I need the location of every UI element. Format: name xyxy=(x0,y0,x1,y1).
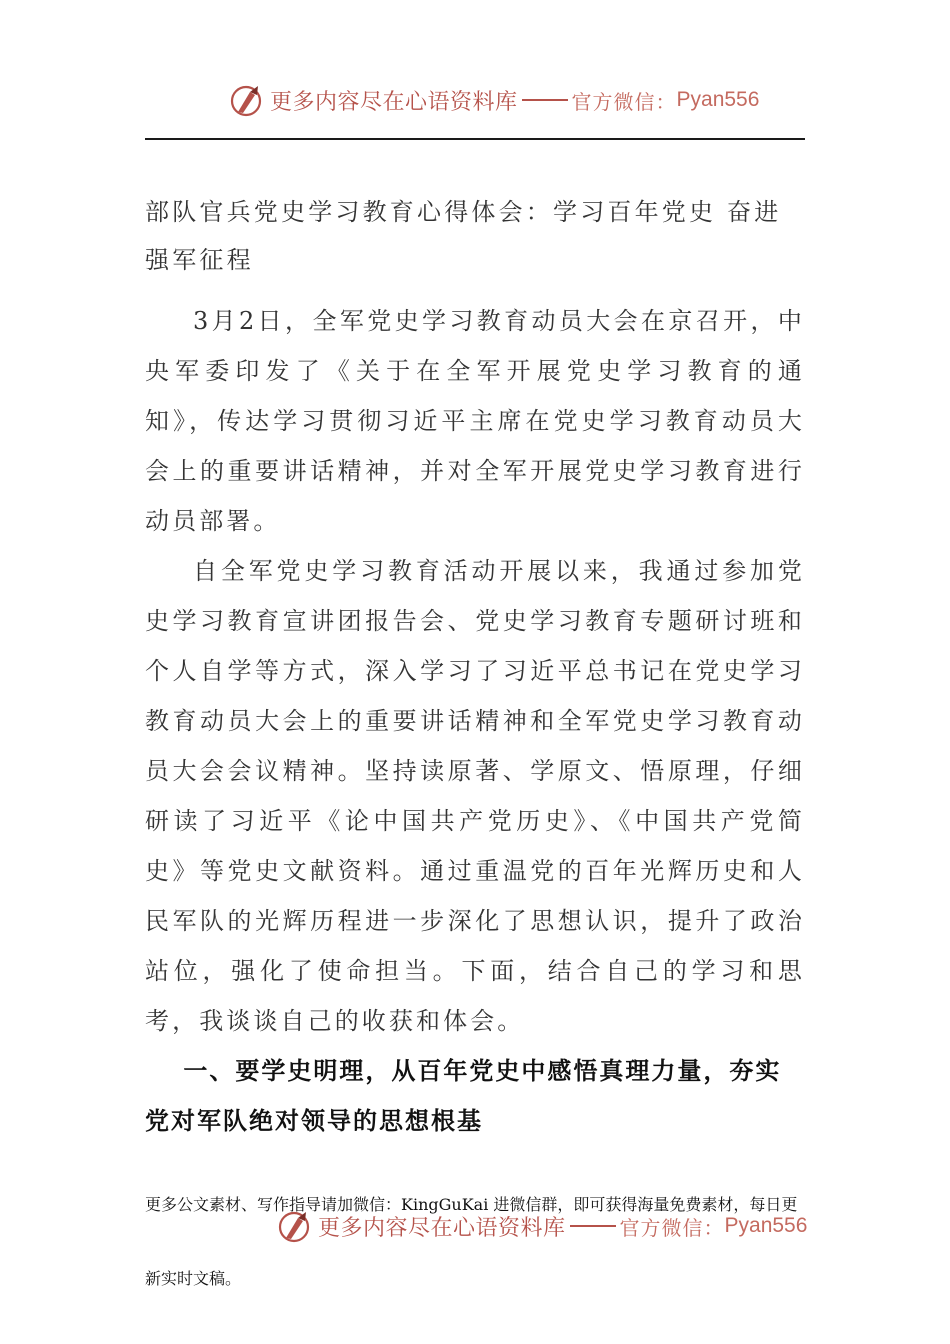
banner-text: 更多内容尽在心语资料库 xyxy=(270,89,518,115)
document-body xyxy=(145,188,805,1146)
banner-dash xyxy=(570,1225,616,1227)
header-rule xyxy=(145,138,805,140)
pen-nib-logo-icon xyxy=(276,1208,312,1244)
banner-dash xyxy=(522,99,568,101)
footer-note-line2: 新实时文稿。 xyxy=(145,1269,242,1288)
footer-note-line1: 更多公文素材、写作指导请加微信：KingGuKai 进微信群，即可获得海量免费素材，每日更 xyxy=(145,1195,798,1214)
banner-label: 官方微信： xyxy=(571,89,677,114)
banner-wechat-id: Pyan556 xyxy=(724,1214,808,1237)
banner-label: 官方微信： xyxy=(619,1215,725,1240)
section-heading: 一、要学史明理，从百年党史中感悟真理力量，夯实党对军队绝对领导的思想根基 xyxy=(145,1057,782,1135)
paragraph-1: 3月2日，全军党史学习教育动员大会在京召开，中央军委印发了《关于在全军开展党史学习教育的通知》，传达学习贯彻习近平主席在党史学习教育动员大会上的重要讲话精神，并对全军开展党史学习教育进行动员部署。 xyxy=(145,307,805,535)
footer-banner xyxy=(276,1208,807,1244)
header-banner xyxy=(228,82,759,118)
document-title: 部队官兵党史学习教育心得体会：学习百年党史 奋进强军征程 xyxy=(145,198,782,274)
pen-nib-logo-icon xyxy=(228,82,264,118)
banner-wechat-id: Pyan556 xyxy=(676,88,760,111)
banner-text: 更多内容尽在心语资料库 xyxy=(318,1215,566,1241)
paragraph-2: 自全军党史学习教育活动开展以来，我通过参加党史学习教育宣讲团报告会、党史学习教育专题研讨班和个人自学等方式，深入学习了习近平总书记在党史学习教育动员大会上的重要讲话精神和全军党史学习教育动员大会会议精神。坚持读原著、学原文、悟原理，仔细研读了习近平《论中国共产党历史》、《中国共产党简史》等党史文献资料。通过重温党的百年光辉历史和人民军队的光辉历程进一步深化了思想认识，提升了政治站位，强化了使命担当。下面，结合自己的学习和思考，我谈谈自己的收获和体会。 xyxy=(145,557,805,1035)
